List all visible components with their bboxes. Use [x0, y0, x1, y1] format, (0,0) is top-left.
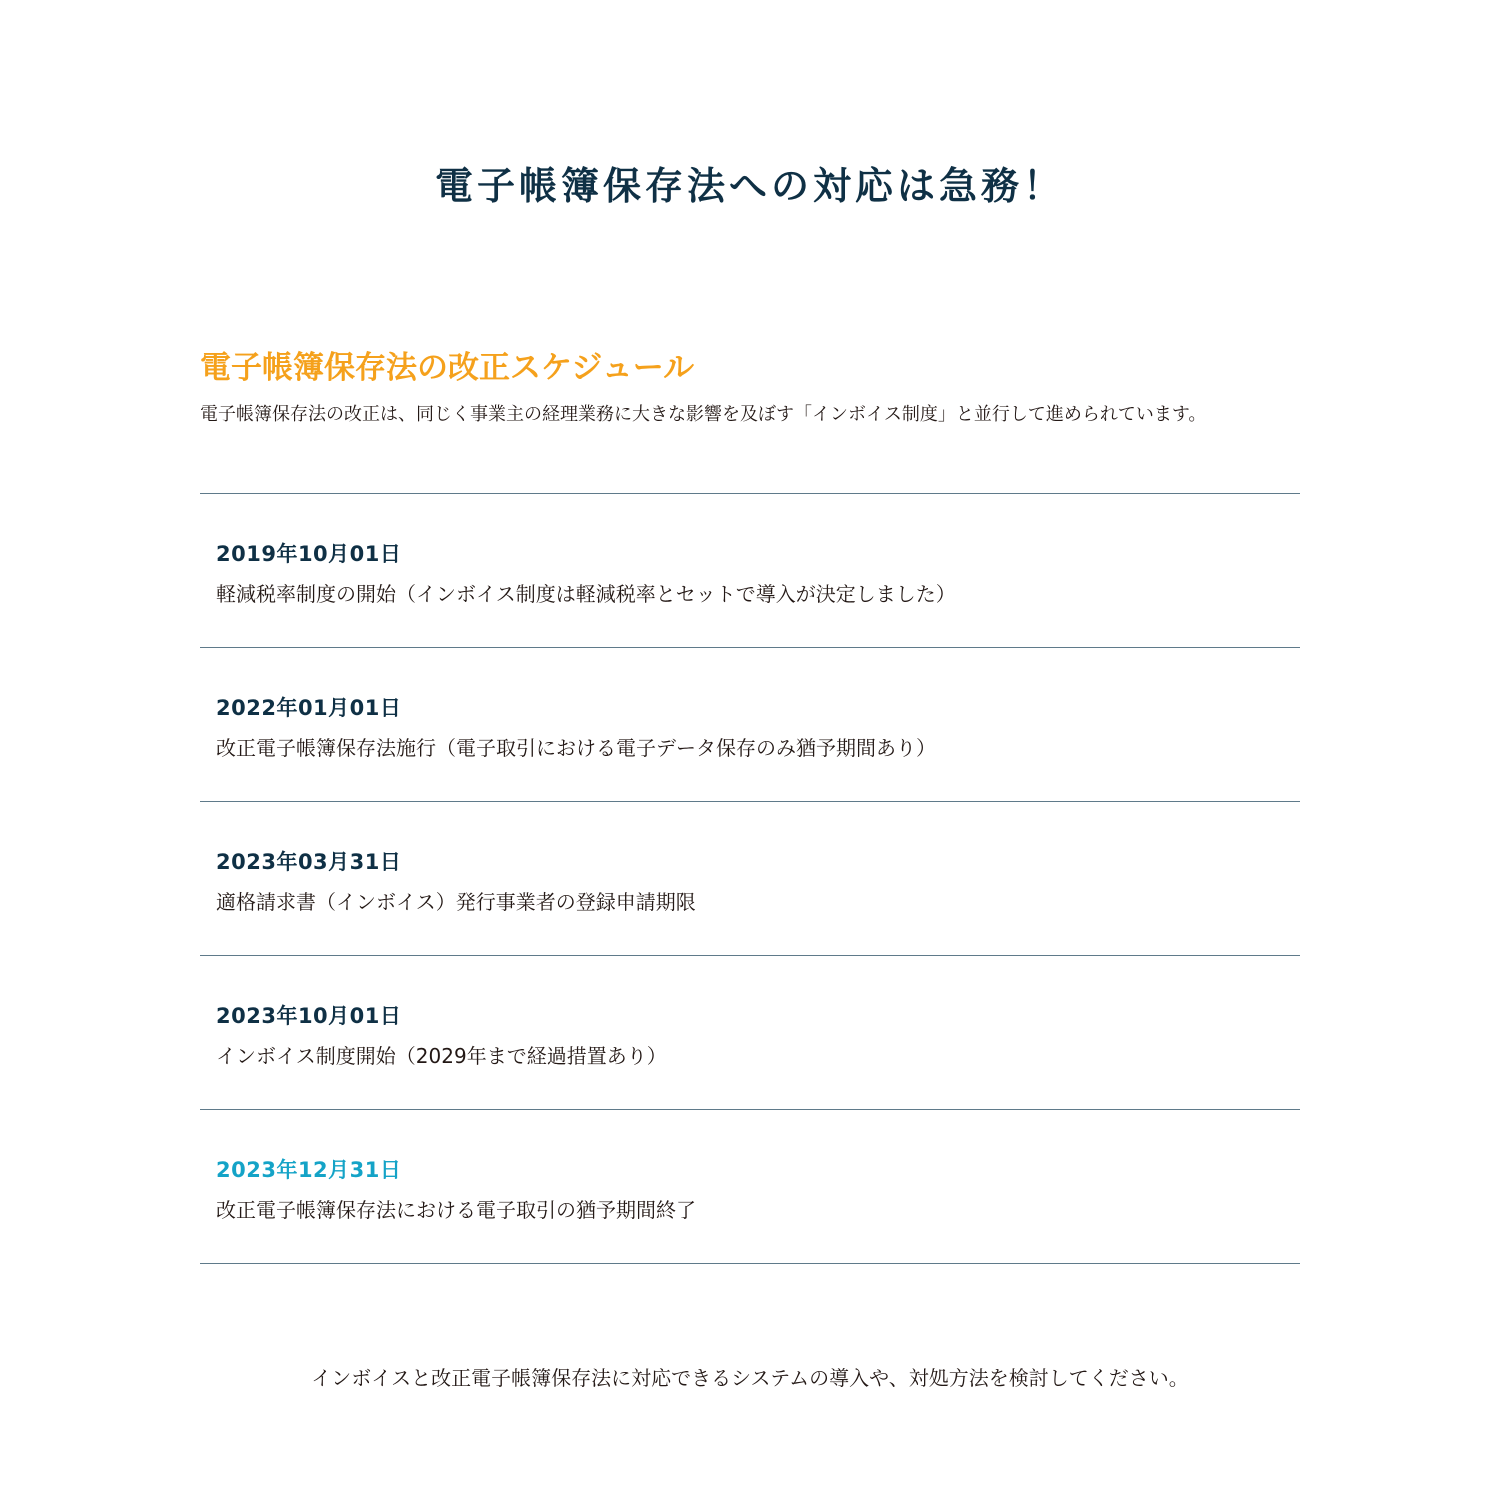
schedule-description: 軽減税率制度の開始（インボイス制度は軽減税率とセットで導入が決定しました）	[216, 582, 956, 606]
schedule-date: 2019年10月01日	[216, 542, 402, 566]
schedule-item	[200, 956, 1300, 1110]
schedule-date: 2022年01月01日	[216, 696, 402, 720]
schedule-item	[200, 648, 1300, 802]
schedule-date: 2023年03月31日	[216, 850, 402, 874]
schedule-list	[200, 493, 1300, 1264]
schedule-description: 改正電子帳簿保存法における電子取引の猶予期間終了	[216, 1198, 696, 1222]
schedule-item-highlight	[200, 1110, 1300, 1264]
page-title: 電子帳簿保存法への対応は急務！	[434, 164, 1065, 208]
schedule-item	[200, 802, 1300, 956]
schedule-date: 2023年12月31日	[216, 1158, 402, 1182]
schedule-description: 適格請求書（インボイス）発行事業者の登録申請期限	[216, 890, 696, 914]
schedule-description: インボイス制度開始（2029年まで経過措置あり）	[216, 1044, 667, 1068]
section-intro: 電子帳簿保存法の改正は、同じく事業主の経理業務に大きな影響を及ぼす「インボイス制度」と並行して進められています。	[200, 404, 1207, 425]
schedule-item	[200, 494, 1300, 648]
schedule-description: 改正電子帳簿保存法施行（電子取引における電子データ保存のみ猶予期間あり）	[216, 736, 936, 760]
schedule-date: 2023年10月01日	[216, 1004, 402, 1028]
footer-note: インボイスと改正電子帳簿保存法に対応できるシステムの導入や、対処方法を検討してください。	[311, 1366, 1189, 1390]
section-title: 電子帳簿保存法の改正スケジュール	[200, 350, 695, 386]
